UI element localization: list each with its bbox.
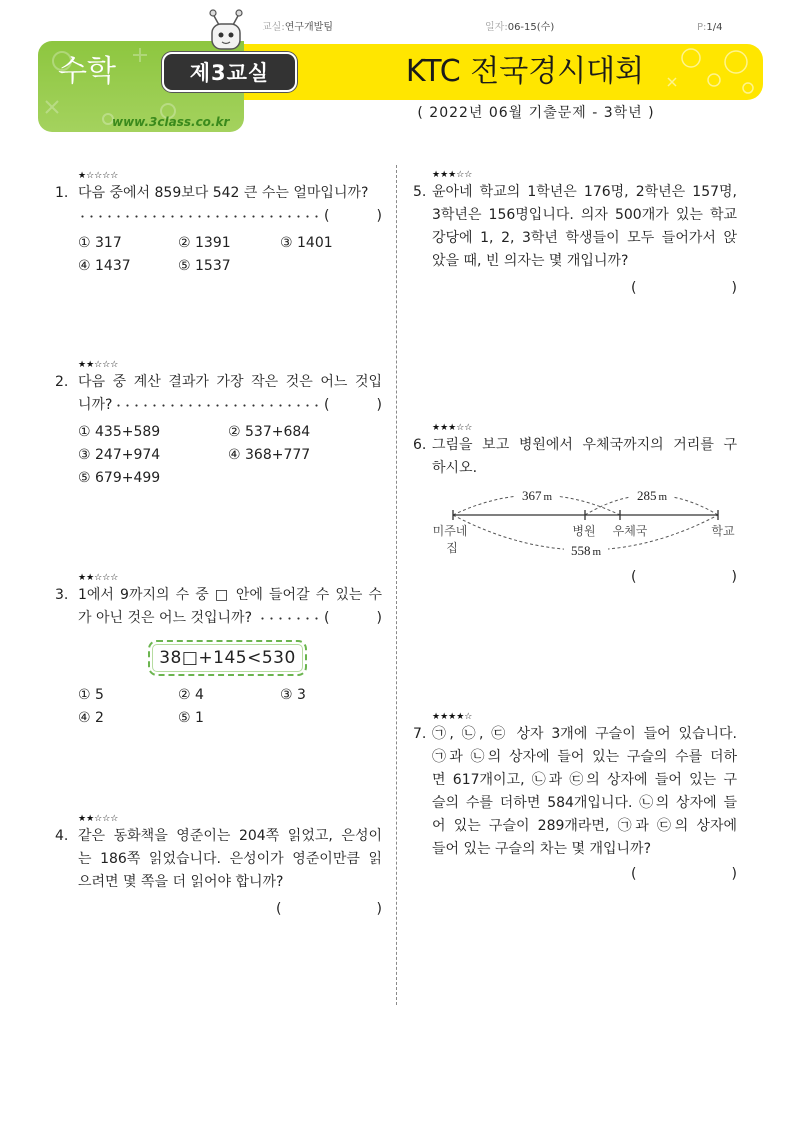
place-post-office: 우체국 (612, 524, 648, 538)
dot-leader (114, 394, 321, 417)
answer-blank (631, 277, 737, 300)
question-text-line: 다음 중에서 859보다 542 큰 수는 얼마입니까? (78, 185, 369, 201)
date-label: 일자: (485, 22, 508, 33)
robot-mascot-icon (203, 8, 249, 52)
difficulty-stars: ★★★☆☆ (432, 170, 473, 180)
distance-label-558 (571, 543, 602, 558)
blank-close: ) (376, 610, 382, 626)
answer-blank (324, 394, 382, 417)
difficulty-stars: ★☆☆☆☆ (78, 171, 119, 181)
question-text-line: 같은 동화책을 영준이는 204쪽 읽었고, 은성이 (78, 828, 382, 844)
question-7 (413, 711, 737, 886)
page-value: 1/4 (706, 22, 723, 33)
dot-leader (78, 205, 321, 228)
page-title: KTC 전국경시대회 (405, 54, 645, 89)
page-info (697, 21, 723, 35)
subject-label: 수학 (58, 54, 116, 89)
answer-blank (631, 566, 737, 589)
question-number: 2. (55, 374, 69, 390)
question-text-line: 면 617개이고, ㉡과 ㉢의 상자에 들어 있는 구 (432, 772, 737, 788)
question-number: 5. (413, 184, 427, 200)
blank-close: ) (376, 901, 382, 917)
answer-line (78, 394, 382, 417)
choice-3: ③ 247+974 (78, 447, 161, 463)
blank-close: ) (376, 397, 382, 413)
question-number: 7. (413, 726, 427, 742)
answer-line (78, 205, 382, 228)
question-6 (413, 422, 737, 589)
difficulty-stars: ★★☆☆☆ (78, 360, 119, 370)
distance-label-285 (637, 488, 668, 503)
distance-diagram-svg (413, 478, 748, 566)
choice-4: ④ 2 (78, 710, 104, 726)
choice-3: ③ 1401 (280, 235, 333, 251)
question-text-line: 1에서 9까지의 수 중 □ 안에 들어갈 수 있는 수 (78, 587, 382, 603)
blank-close: ) (376, 208, 382, 224)
page-label: P: (697, 22, 707, 33)
answer-blank (276, 898, 382, 921)
choice-1: ① 435+589 (78, 424, 161, 440)
question-text-line: 윤아네 학교의 1학년은 176명, 2학년은 157명, (432, 184, 737, 200)
answer-line (78, 898, 382, 921)
choice-1: ① 5 (78, 687, 104, 703)
answer-line (432, 566, 737, 589)
question-5 (413, 169, 737, 300)
question-4 (55, 813, 382, 921)
question-text-line: 어 있는 구슬이 289개라면, ㉠과 ㉢의 상자에 (432, 818, 737, 834)
question-text-line: 들어 있는 구슬의 차는 몇 개입니까? (432, 841, 652, 857)
choice-4: ④ 1437 (78, 258, 131, 274)
classroom-info (262, 21, 333, 35)
choice-list (78, 421, 382, 490)
distance-value: 285 (636, 488, 657, 503)
blank-open: ( (324, 610, 330, 626)
difficulty-stars: ★★★☆☆ (432, 423, 473, 433)
question-text-line: 았을 때, 빈 의자는 몇 개입니까? (432, 253, 629, 269)
question-number: 3. (55, 587, 69, 603)
distance-value: 367 (521, 488, 542, 503)
distance-unit: m (658, 491, 668, 503)
distance-unit: m (592, 546, 602, 558)
choice-2: ② 4 (178, 687, 204, 703)
question-text-line: 니까? (78, 397, 113, 413)
question-number: 4. (55, 828, 69, 844)
question-number: 6. (413, 437, 427, 453)
question-text-line: 가 아닌 것은 어느 것입니까? (78, 610, 252, 626)
blank-open: ( (631, 866, 637, 882)
question-text-line: 슬의 수를 더하면 584개입니다. ㉡의 상자에 들 (432, 795, 737, 811)
place-school: 학교 (711, 524, 735, 538)
blank-close: ) (731, 569, 737, 585)
classroom-value: 연구개발팀 (284, 22, 334, 33)
question-text-line: 3학년은 156명입니다. 의자 500개가 있는 학교 (432, 207, 737, 223)
distance-diagram (432, 478, 737, 564)
place-home-line-1: 미주네 (432, 524, 468, 538)
choice-2: ② 537+684 (228, 424, 311, 440)
distance-value: 558 (570, 543, 591, 558)
dot-leader (258, 607, 321, 630)
question-text-line: 으려면 몇 쪽을 더 읽어야 합니까? (78, 874, 284, 890)
difficulty-stars: ★★☆☆☆ (78, 814, 119, 824)
answer-line (432, 277, 737, 300)
page-subtitle: ( 2022년 06월 기출문제 - 3학년 ) (417, 105, 655, 121)
question-text-line: 다음 중 계산 결과가 가장 작은 것은 어느 것입 (78, 374, 382, 390)
answer-line (432, 863, 737, 886)
distance-label-367 (522, 488, 553, 503)
date-info (485, 21, 554, 35)
question-text-line: 그림을 보고 병원에서 우체국까지의 거리를 구 (432, 437, 737, 453)
place-hospital: 병원 (572, 524, 596, 538)
website-link: www.3class.co.kr (112, 115, 230, 129)
choice-4: ④ 368+777 (228, 447, 311, 463)
answer-line (78, 607, 382, 630)
question-text-line: ㉠과 ㉡의 상자에 들어 있는 구슬의 수를 더하 (432, 749, 737, 765)
question-text-line: 강당에 1, 2, 3학년 학생들이 모두 들어가서 앉 (432, 230, 737, 246)
blank-close: ) (731, 280, 737, 296)
difficulty-stars: ★★☆☆☆ (78, 573, 119, 583)
place-home-line-2: 집 (446, 541, 458, 555)
question-1 (55, 170, 382, 278)
choice-5: ⑤ 679+499 (78, 470, 161, 486)
question-text-line: ㉠, ㉡, ㉢ 상자 3개에 구슬이 들어 있습니다. (432, 726, 737, 742)
question-number: 1. (55, 185, 69, 201)
choice-1: ① 317 (78, 235, 122, 251)
choice-5: ⑤ 1537 (178, 258, 231, 274)
choice-list (78, 232, 382, 278)
classroom-label: 교실: (262, 22, 285, 33)
question-2 (55, 359, 382, 490)
blank-open: ( (276, 901, 282, 917)
answer-blank (324, 205, 382, 228)
distance-unit: m (543, 491, 553, 503)
blank-close: ) (731, 866, 737, 882)
date-value: 06-15(수) (507, 22, 555, 33)
difficulty-stars: ★★★★☆ (432, 712, 473, 722)
choice-5: ⑤ 1 (178, 710, 204, 726)
blank-open: ( (324, 208, 330, 224)
answer-blank (631, 863, 737, 886)
answer-blank (324, 607, 382, 630)
blank-open: ( (631, 280, 637, 296)
blank-open: ( (631, 569, 637, 585)
choice-2: ② 1391 (178, 235, 231, 251)
brand-logo: 제3교실 (162, 52, 297, 92)
choice-list (78, 684, 382, 730)
formula-box: 38□+145<530 (148, 640, 307, 676)
blank-open: ( (324, 397, 330, 413)
question-text-line: 하시오. (432, 460, 478, 476)
question-text-line: 는 186쪽 읽었습니다. 은성이가 영준이만큼 읽 (78, 851, 382, 867)
question-3 (55, 572, 382, 730)
choice-3: ③ 3 (280, 687, 306, 703)
column-divider (396, 165, 397, 1005)
